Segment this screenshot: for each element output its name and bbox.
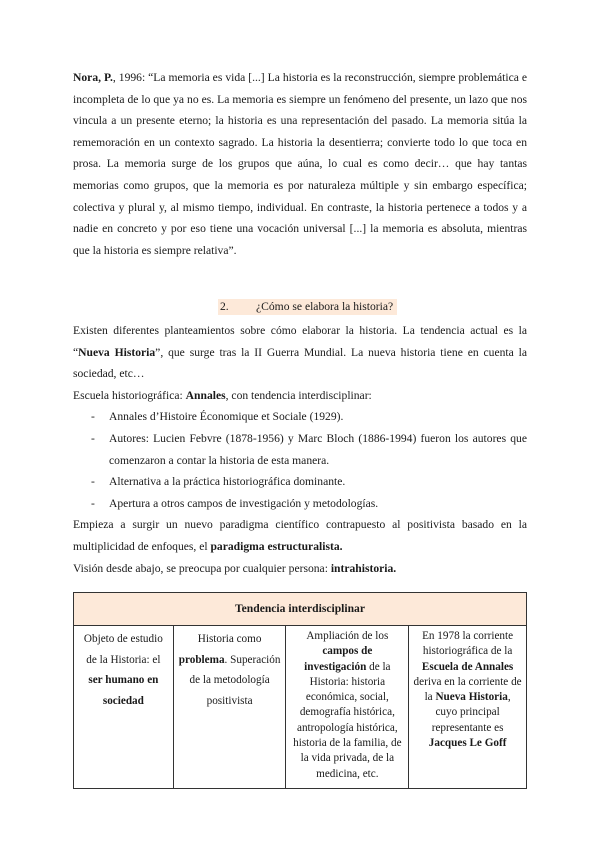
intro-text-b: ”, que surge tras la II Guerra Mundial. La nueva historia tiene en cuenta la sociedad, etc… <box>73 345 528 381</box>
list-item <box>73 428 527 471</box>
cell-text: de la Historia: historia económica, social, demografía histórica, antropología histórica, historia de la familia, de la vida privada, de la medicina, etc. <box>293 660 402 780</box>
intro-paragraph <box>73 320 527 385</box>
cell-text: deriva en la corriente de la <box>413 675 522 704</box>
intro-bold-nueva-historia: Nueva Historia <box>78 345 156 359</box>
table-cell-campos <box>286 626 409 789</box>
school-bold-annales: Annales <box>185 388 226 402</box>
table-row <box>74 626 527 789</box>
cell-text: Objeto de estudio de la Historia: el <box>83 633 163 666</box>
school-paragraph <box>73 385 527 407</box>
list-item-text: Alternativa a la práctica historiográfica dominante. <box>109 475 346 489</box>
table-header: Tendencia interdisciplinar <box>74 593 527 626</box>
paradigm-bold: paradigma estructuralista. <box>210 539 343 553</box>
quote-author: Nora, P. <box>73 71 113 84</box>
dash-bullet: - <box>91 410 95 424</box>
cell-text: En 1978 la corriente historiográfica de la <box>422 630 514 658</box>
cell-text: Historia como <box>197 633 262 645</box>
section-heading <box>218 299 397 315</box>
list-item <box>73 471 527 493</box>
table-cell-objeto <box>74 626 174 789</box>
dash-bullet: - <box>91 475 95 489</box>
cell-bold: Jacques Le Goff <box>428 737 507 750</box>
list-item <box>73 493 527 515</box>
cell-bold: campos de investigación <box>304 645 373 673</box>
paradigm-paragraph <box>73 514 527 557</box>
table-header-row <box>74 593 527 626</box>
annales-list <box>73 406 527 514</box>
intrahistoria-bold: intrahistoria. <box>330 561 397 575</box>
list-item-text: Apertura a otros campos de investigación y metodologías. <box>109 496 379 510</box>
list-item-text: Annales d’Histoire Économique et Sociale (1929). <box>109 410 344 424</box>
tendencia-table-wrapper <box>73 592 527 789</box>
quote-paragraph <box>73 67 527 261</box>
school-text-b: , con tendencia interdisciplinar: <box>225 388 372 402</box>
section-title: ¿Cómo se elabora la historia? <box>256 300 394 313</box>
school-text-a: Escuela historiográfica: <box>73 388 186 402</box>
cell-bold: ser humano en sociedad <box>88 674 159 707</box>
table-cell-annales <box>409 626 527 789</box>
list-item-text: Autores: Lucien Febvre (1878-1956) y Marc Bloch (1886-1994) fueron los autores que comenzaron a contar la historia de esta manera. <box>109 431 527 467</box>
paradigm-text: Empieza a surgir un nuevo paradigma científico contrapuesto al positivista basado en la multiplicidad de enfoques, el <box>73 518 527 553</box>
quote-text: , 1996: “La memoria es vida [...] La historia es la reconstrucción, siempre problemática e incompleta de lo que ya no es. La memoria es siempre un fenómeno del presente, un lazo que nos vincula a un presente eterno; la historia es una representación del pasado. La memoria sitúa la rememoración en un contexto sagrado. La historia la desentierra; convierte todo lo que toca en prosa. La memoria surge de los grupos que aúna, lo cual es como decir… que hay tantas memorias como grupos, que la memoria es por naturaleza múltiple y sin embargo específica; colectiva y plural y, al mismo tiempo, individual. En contraste, la historia pertenece a todos y a nadie en concreto y por eso tiene una vocación universal [...] la memoria es absoluta, mientras que la historia es siempre relativa”. <box>73 71 527 257</box>
cell-text: , cuyo principal representante es <box>431 691 511 734</box>
cell-bold: problema <box>178 653 225 666</box>
table-cell-problema <box>173 626 286 789</box>
cell-bold: Nueva Historia <box>435 691 508 704</box>
list-item <box>73 406 527 428</box>
cell-text: . Superación de la metodología positivista <box>189 653 281 707</box>
section-number: 2. <box>220 300 229 313</box>
dash-bullet: - <box>91 431 95 445</box>
section-body <box>73 320 527 579</box>
intro-text-a: Existen diferentes planteamientos sobre cómo elaborar la historia. La tendencia actual es la “ <box>73 324 527 359</box>
intrahistoria-paragraph <box>73 558 527 580</box>
cell-text: Ampliación de los <box>306 630 389 642</box>
tendencia-table <box>73 592 527 789</box>
intrahistoria-text: Visión desde abajo, se preocupa por cualquier persona: <box>73 561 331 575</box>
cell-bold: Escuela de Annales <box>421 660 514 673</box>
dash-bullet: - <box>91 496 95 510</box>
